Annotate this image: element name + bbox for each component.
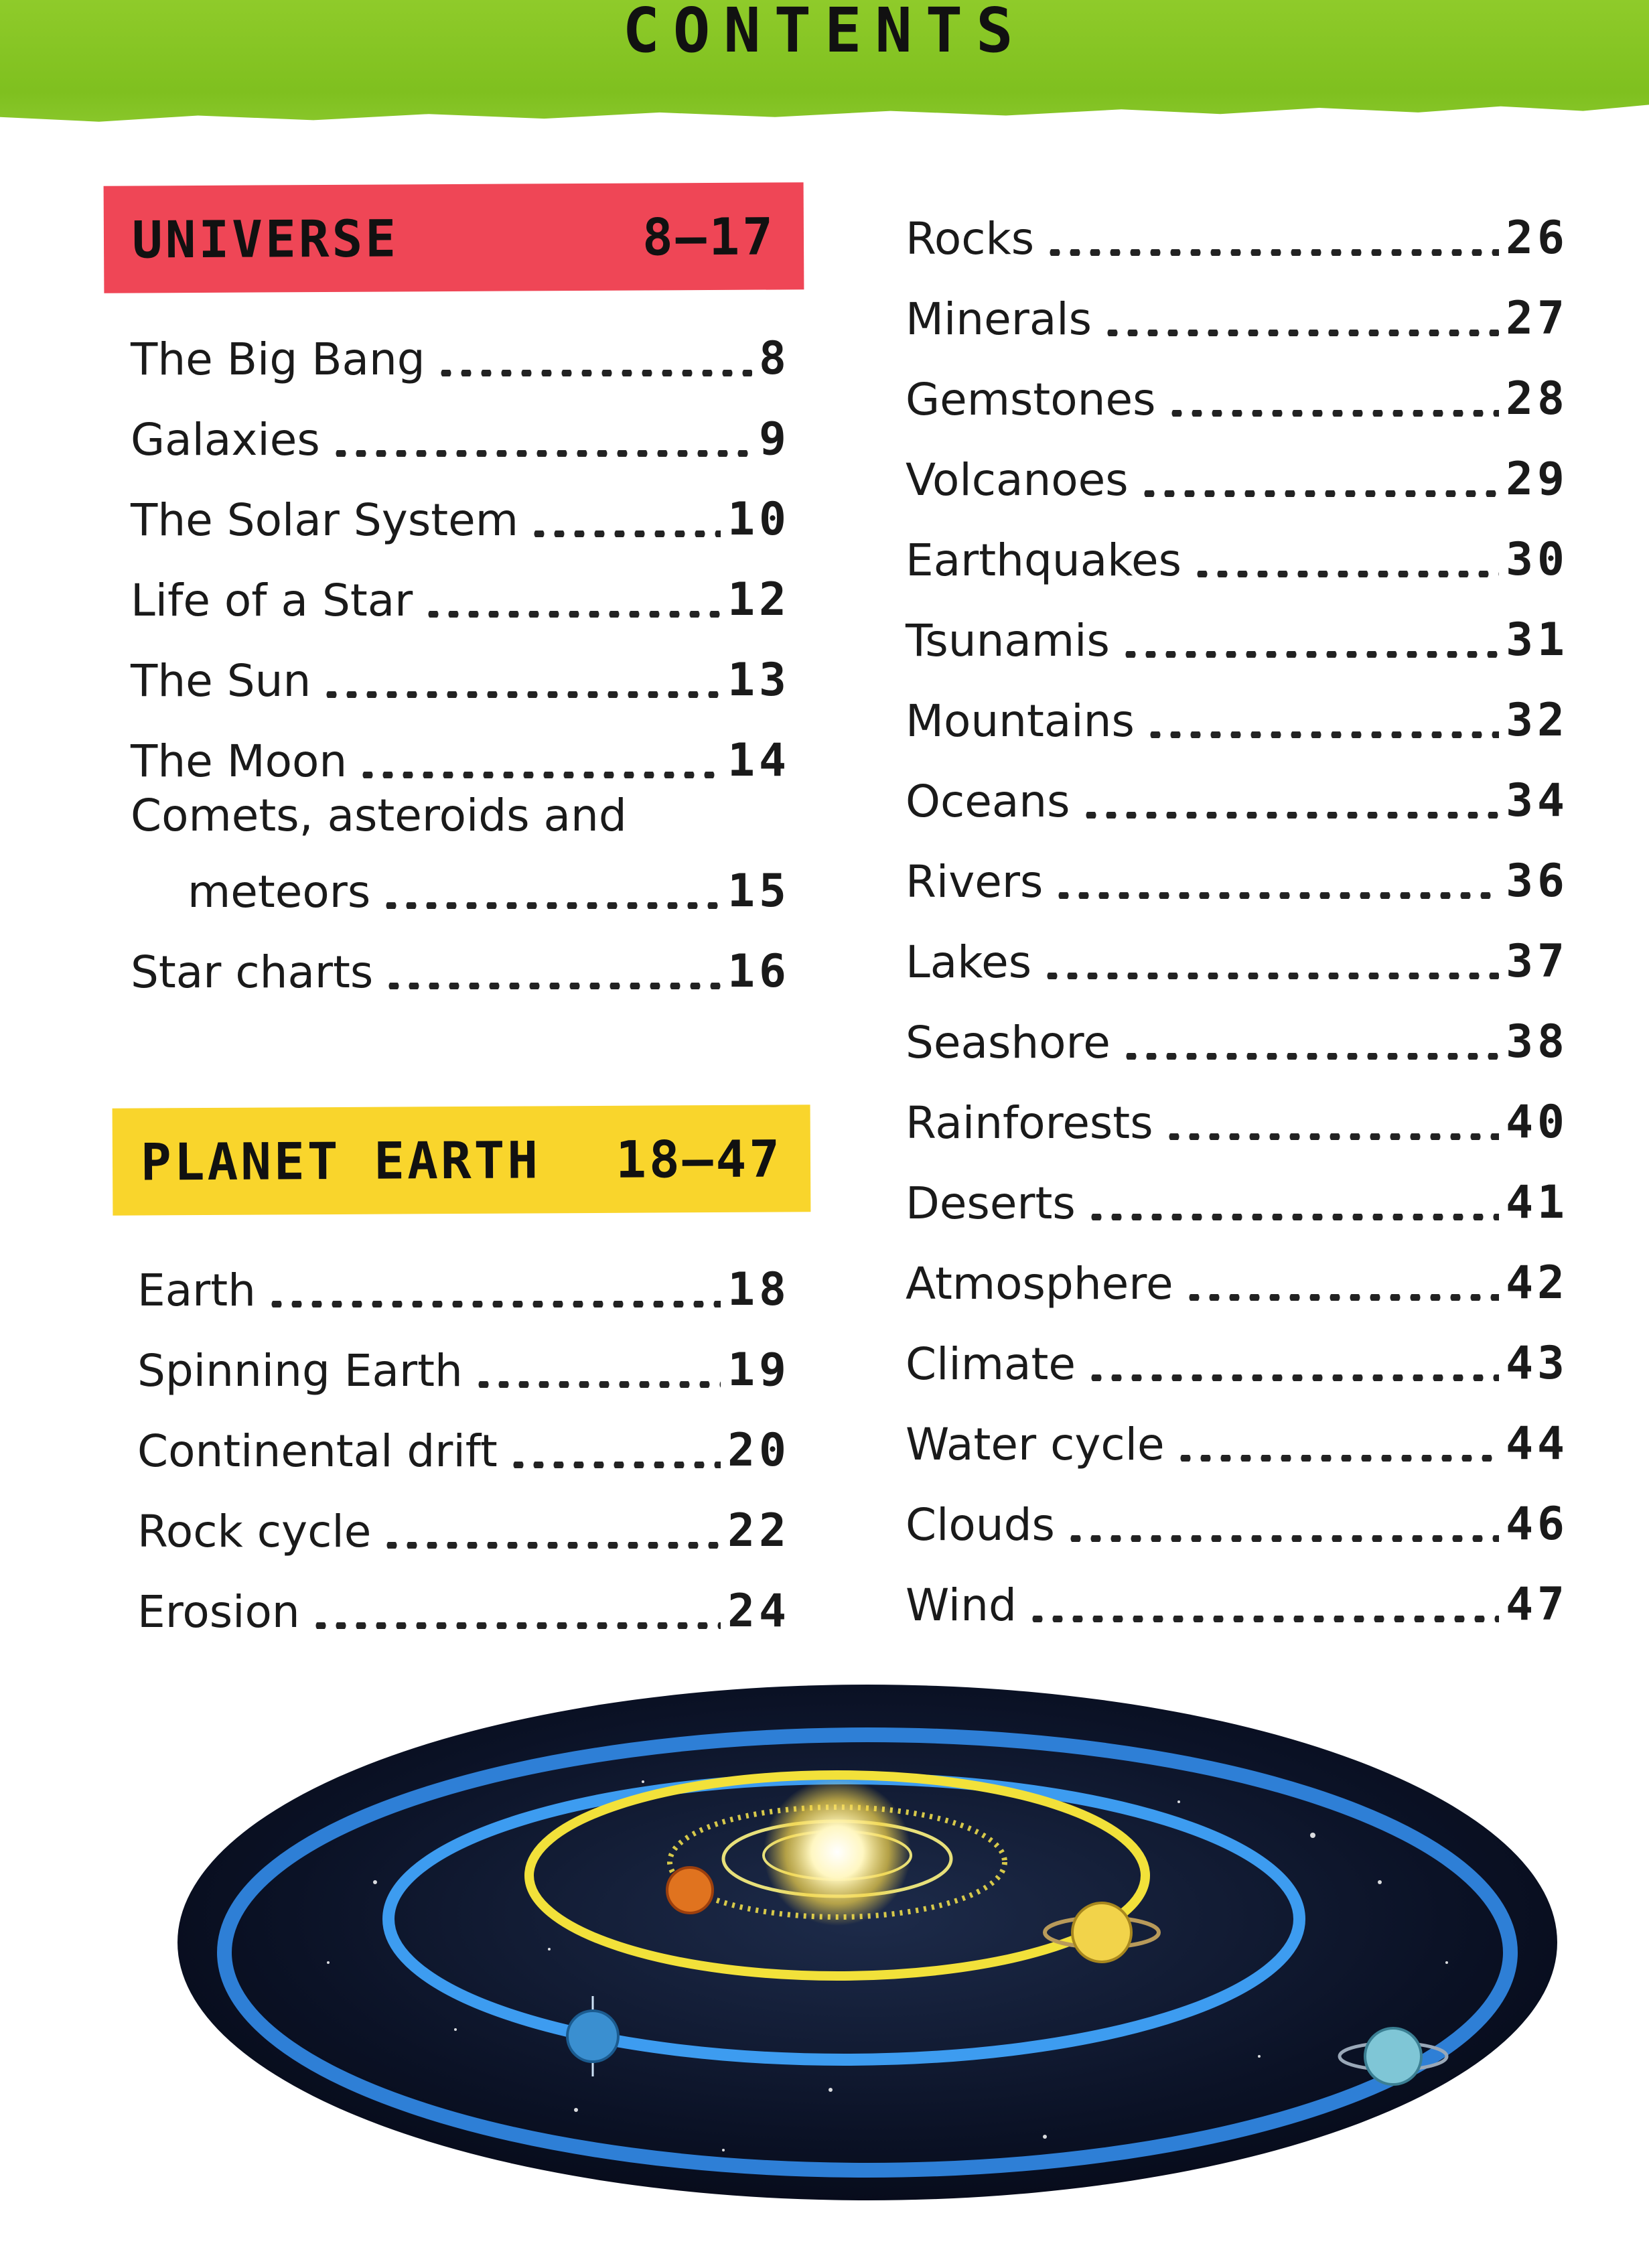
entry-title: Comets, asteroids and <box>131 790 627 841</box>
entry-title: Volcanoes <box>906 454 1129 506</box>
entry-page: 20 <box>727 1424 790 1477</box>
entry-title: Life of a Star <box>131 575 413 626</box>
toc-entry[interactable] <box>906 924 1569 988</box>
toc-entry[interactable] <box>131 643 790 707</box>
entry-page: 30 <box>1506 533 1569 586</box>
toc-entry[interactable] <box>906 603 1569 666</box>
section-range: 8–17 <box>642 206 776 267</box>
entry-title: Earth <box>137 1265 256 1316</box>
entry-title: Rivers <box>906 856 1044 908</box>
dot-leader <box>508 1462 721 1468</box>
entry-title: Rainforests <box>906 1097 1153 1149</box>
planet-jupiter <box>667 1867 713 1913</box>
dot-leader <box>1167 410 1500 417</box>
dot-leader <box>1184 1294 1500 1301</box>
entry-title: Atmosphere <box>906 1258 1173 1309</box>
toc-entry[interactable] <box>137 1333 790 1397</box>
entry-page: 18 <box>727 1263 790 1316</box>
entry-title: Seashore <box>906 1017 1110 1068</box>
section-range: 18–47 <box>615 1128 783 1190</box>
toc-entry[interactable] <box>131 322 790 385</box>
entry-page: 43 <box>1506 1337 1569 1390</box>
space-backdrop <box>177 1685 1557 2200</box>
entry-page: 8 <box>759 332 790 385</box>
entry-page: 19 <box>727 1344 790 1397</box>
entry-page: 47 <box>1506 1578 1569 1631</box>
entry-page: 44 <box>1506 1417 1569 1470</box>
toc-entry[interactable] <box>906 522 1569 586</box>
entry-page: 41 <box>1506 1176 1569 1229</box>
dot-leader <box>267 1301 721 1307</box>
entry-page: 12 <box>727 573 790 626</box>
dot-leader <box>474 1381 721 1388</box>
toc-entry[interactable] <box>131 934 790 998</box>
section-title: UNIVERSE <box>131 208 399 270</box>
entry-page: 10 <box>727 493 790 546</box>
toc-entry[interactable] <box>131 723 790 787</box>
entry-title: The Sun <box>131 655 311 707</box>
toc-entry[interactable] <box>906 1165 1569 1229</box>
solar-system-illustration <box>174 1681 1561 2204</box>
toc-entry[interactable] <box>906 1567 1569 1631</box>
entry-title: Water cycle <box>906 1419 1165 1470</box>
dot-leader <box>423 611 721 618</box>
dot-leader <box>1027 1616 1499 1622</box>
dot-leader <box>1121 1053 1499 1060</box>
section-title: PLANET EARTH <box>140 1129 541 1192</box>
toc-entry[interactable] <box>137 1253 790 1316</box>
entry-page: 9 <box>759 413 790 466</box>
entry-page: 26 <box>1506 212 1569 265</box>
toc-entry[interactable] <box>906 442 1569 506</box>
dot-leader <box>384 983 721 989</box>
dot-leader <box>436 370 752 376</box>
dot-leader <box>321 691 721 698</box>
entry-title: Rocks <box>906 213 1035 265</box>
dot-leader <box>1086 1214 1499 1220</box>
dot-leader <box>1042 973 1499 979</box>
toc-entry[interactable] <box>131 790 790 918</box>
dot-leader <box>1045 249 1499 256</box>
dot-leader <box>1175 1455 1499 1462</box>
entry-title: The Moon <box>131 735 348 787</box>
toc-entry[interactable] <box>906 1487 1569 1551</box>
entry-page: 15 <box>727 865 790 918</box>
entry-page: 22 <box>727 1504 790 1557</box>
toc-entry[interactable] <box>906 683 1569 747</box>
entry-title: Wind <box>906 1579 1017 1631</box>
dot-leader <box>311 1622 721 1629</box>
dot-leader <box>331 450 752 457</box>
dot-leader <box>1102 330 1499 336</box>
entry-title: Continental drift <box>137 1425 498 1477</box>
entry-title: Minerals <box>906 293 1092 345</box>
entry-title: Erosion <box>137 1586 300 1638</box>
entry-page: 38 <box>1506 1015 1569 1068</box>
toc-entry[interactable] <box>131 563 790 626</box>
dot-leader <box>382 1542 721 1549</box>
entry-page: 28 <box>1506 372 1569 425</box>
entry-title: Clouds <box>906 1499 1055 1551</box>
dot-leader <box>1081 812 1500 819</box>
entry-page: 13 <box>727 654 790 707</box>
entry-title: The Solar System <box>131 494 519 546</box>
dot-leader <box>1164 1133 1500 1140</box>
toc-entry[interactable] <box>137 1413 790 1477</box>
sun <box>764 1778 911 1926</box>
toc-entry[interactable] <box>906 362 1569 425</box>
entry-title: Gemstones <box>906 374 1156 425</box>
entry-page: 27 <box>1506 292 1569 345</box>
entry-title: Lakes <box>906 936 1032 988</box>
section-banner-universe <box>104 182 804 293</box>
entry-title-continued: meteors <box>188 866 371 918</box>
section-banner-planet-earth <box>113 1105 811 1215</box>
entry-title: Deserts <box>906 1178 1076 1229</box>
entry-title: Star charts <box>131 946 374 998</box>
toc-entry[interactable] <box>906 1005 1569 1068</box>
entry-line-2 <box>131 854 790 918</box>
entry-title: Oceans <box>906 776 1070 827</box>
entry-page: 31 <box>1506 614 1569 666</box>
toc-entry[interactable] <box>906 1085 1569 1149</box>
entry-title: Mountains <box>906 695 1135 747</box>
entry-title: Galaxies <box>131 414 320 466</box>
entry-title: The Big Bang <box>131 334 425 385</box>
toc-entry[interactable] <box>131 402 790 466</box>
entry-page: 37 <box>1506 935 1569 988</box>
page-title: CONTENTS <box>622 0 1027 66</box>
entry-title: Tsunamis <box>906 615 1110 666</box>
entry-title: Rock cycle <box>137 1506 372 1557</box>
dot-leader <box>1121 651 1499 658</box>
toc-entry[interactable] <box>906 1246 1569 1309</box>
toc-entry[interactable] <box>137 1574 790 1638</box>
entry-page: 40 <box>1506 1096 1569 1149</box>
dot-leader <box>529 530 721 537</box>
dot-leader <box>1054 892 1499 899</box>
toc-entry[interactable] <box>906 764 1569 827</box>
toc-entry[interactable] <box>906 1407 1569 1470</box>
entry-page: 34 <box>1506 774 1569 827</box>
dot-leader <box>1086 1374 1499 1381</box>
toc-entry[interactable] <box>906 201 1569 265</box>
dot-leader <box>1192 571 1499 577</box>
entry-page: 24 <box>727 1585 790 1638</box>
dot-leader <box>1145 731 1499 738</box>
toc-entry[interactable] <box>906 281 1569 345</box>
entry-page: 42 <box>1506 1257 1569 1309</box>
entry-page: 29 <box>1506 453 1569 506</box>
entry-page: 32 <box>1506 694 1569 747</box>
entry-page: 16 <box>727 945 790 998</box>
toc-entry[interactable] <box>137 1494 790 1557</box>
dot-leader <box>1066 1535 1499 1542</box>
entry-page: 14 <box>727 734 790 787</box>
entry-title: Climate <box>906 1338 1076 1390</box>
toc-entry[interactable] <box>131 482 790 546</box>
toc-entry[interactable] <box>906 1326 1569 1390</box>
dot-leader <box>358 772 721 778</box>
entry-title: Spinning Earth <box>137 1345 463 1397</box>
toc-entry[interactable] <box>906 844 1569 908</box>
entry-page: 36 <box>1506 855 1569 908</box>
dot-leader <box>381 902 721 909</box>
dot-leader <box>1139 490 1499 497</box>
entry-title: Earthquakes <box>906 535 1182 586</box>
entry-page: 46 <box>1506 1498 1569 1551</box>
